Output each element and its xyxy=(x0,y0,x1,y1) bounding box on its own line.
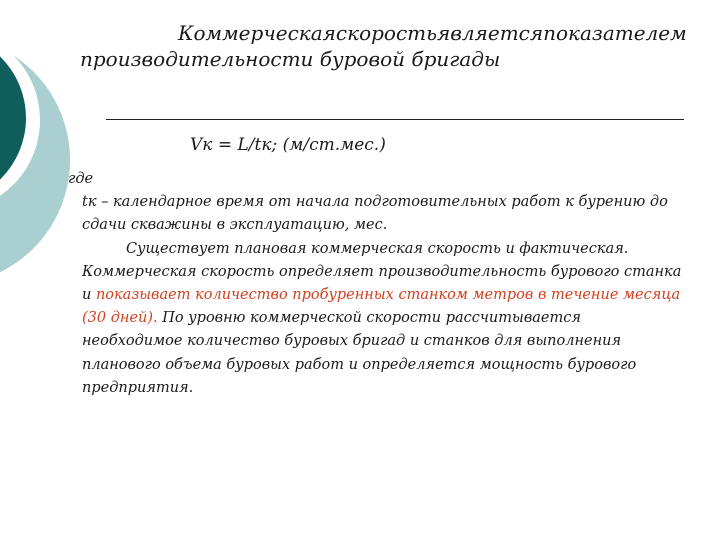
paragraph-line-7: предприятия. xyxy=(82,379,194,396)
paragraph-line-4-plain: По уровню коммерческой скорости рассчитывается xyxy=(157,310,581,327)
paragraph-line-6: планового объема буровых работ и определяется мощность бурового xyxy=(82,356,637,373)
title-word-2: скорость xyxy=(335,21,438,45)
paragraph-line-5: необходимое количество буровых бригад и станков для выполнения xyxy=(82,333,622,350)
slide-title xyxy=(80,20,687,72)
title-line-2: производительности буровой бригады xyxy=(80,47,501,71)
paragraph-line-2: Коммерческая скорость определяет производительность бурового станка xyxy=(82,263,682,280)
paragraph-line-1: Существует плановая коммерческая скорость и фактическая. xyxy=(126,240,629,257)
title-word-1: Коммерческая xyxy=(178,21,336,45)
tk-definition-line-2: сдачи скважины в эксплуатацию, мес. xyxy=(82,217,388,234)
title-line-1 xyxy=(80,20,687,46)
formula: Vк = L/tк; (м/ст.мес.) xyxy=(190,135,386,155)
paragraph-line-3-plain: и xyxy=(82,287,96,304)
title-word-3: является xyxy=(437,21,544,45)
tk-definition-line-1: tк – календарное время от начала подготовительных работ к бурению до xyxy=(82,194,668,211)
highlighted-text: показывает количество пробуренных станком метров в течение месяца xyxy=(95,287,681,304)
body-text xyxy=(68,168,680,400)
paragraph-line-3 xyxy=(68,284,680,307)
highlighted-text-cont: (30 дней). xyxy=(82,310,158,327)
horizontal-divider xyxy=(106,119,684,120)
paragraph-line-4 xyxy=(68,307,680,330)
title-word-4: показателем xyxy=(543,21,687,45)
where-label: где xyxy=(68,171,94,187)
